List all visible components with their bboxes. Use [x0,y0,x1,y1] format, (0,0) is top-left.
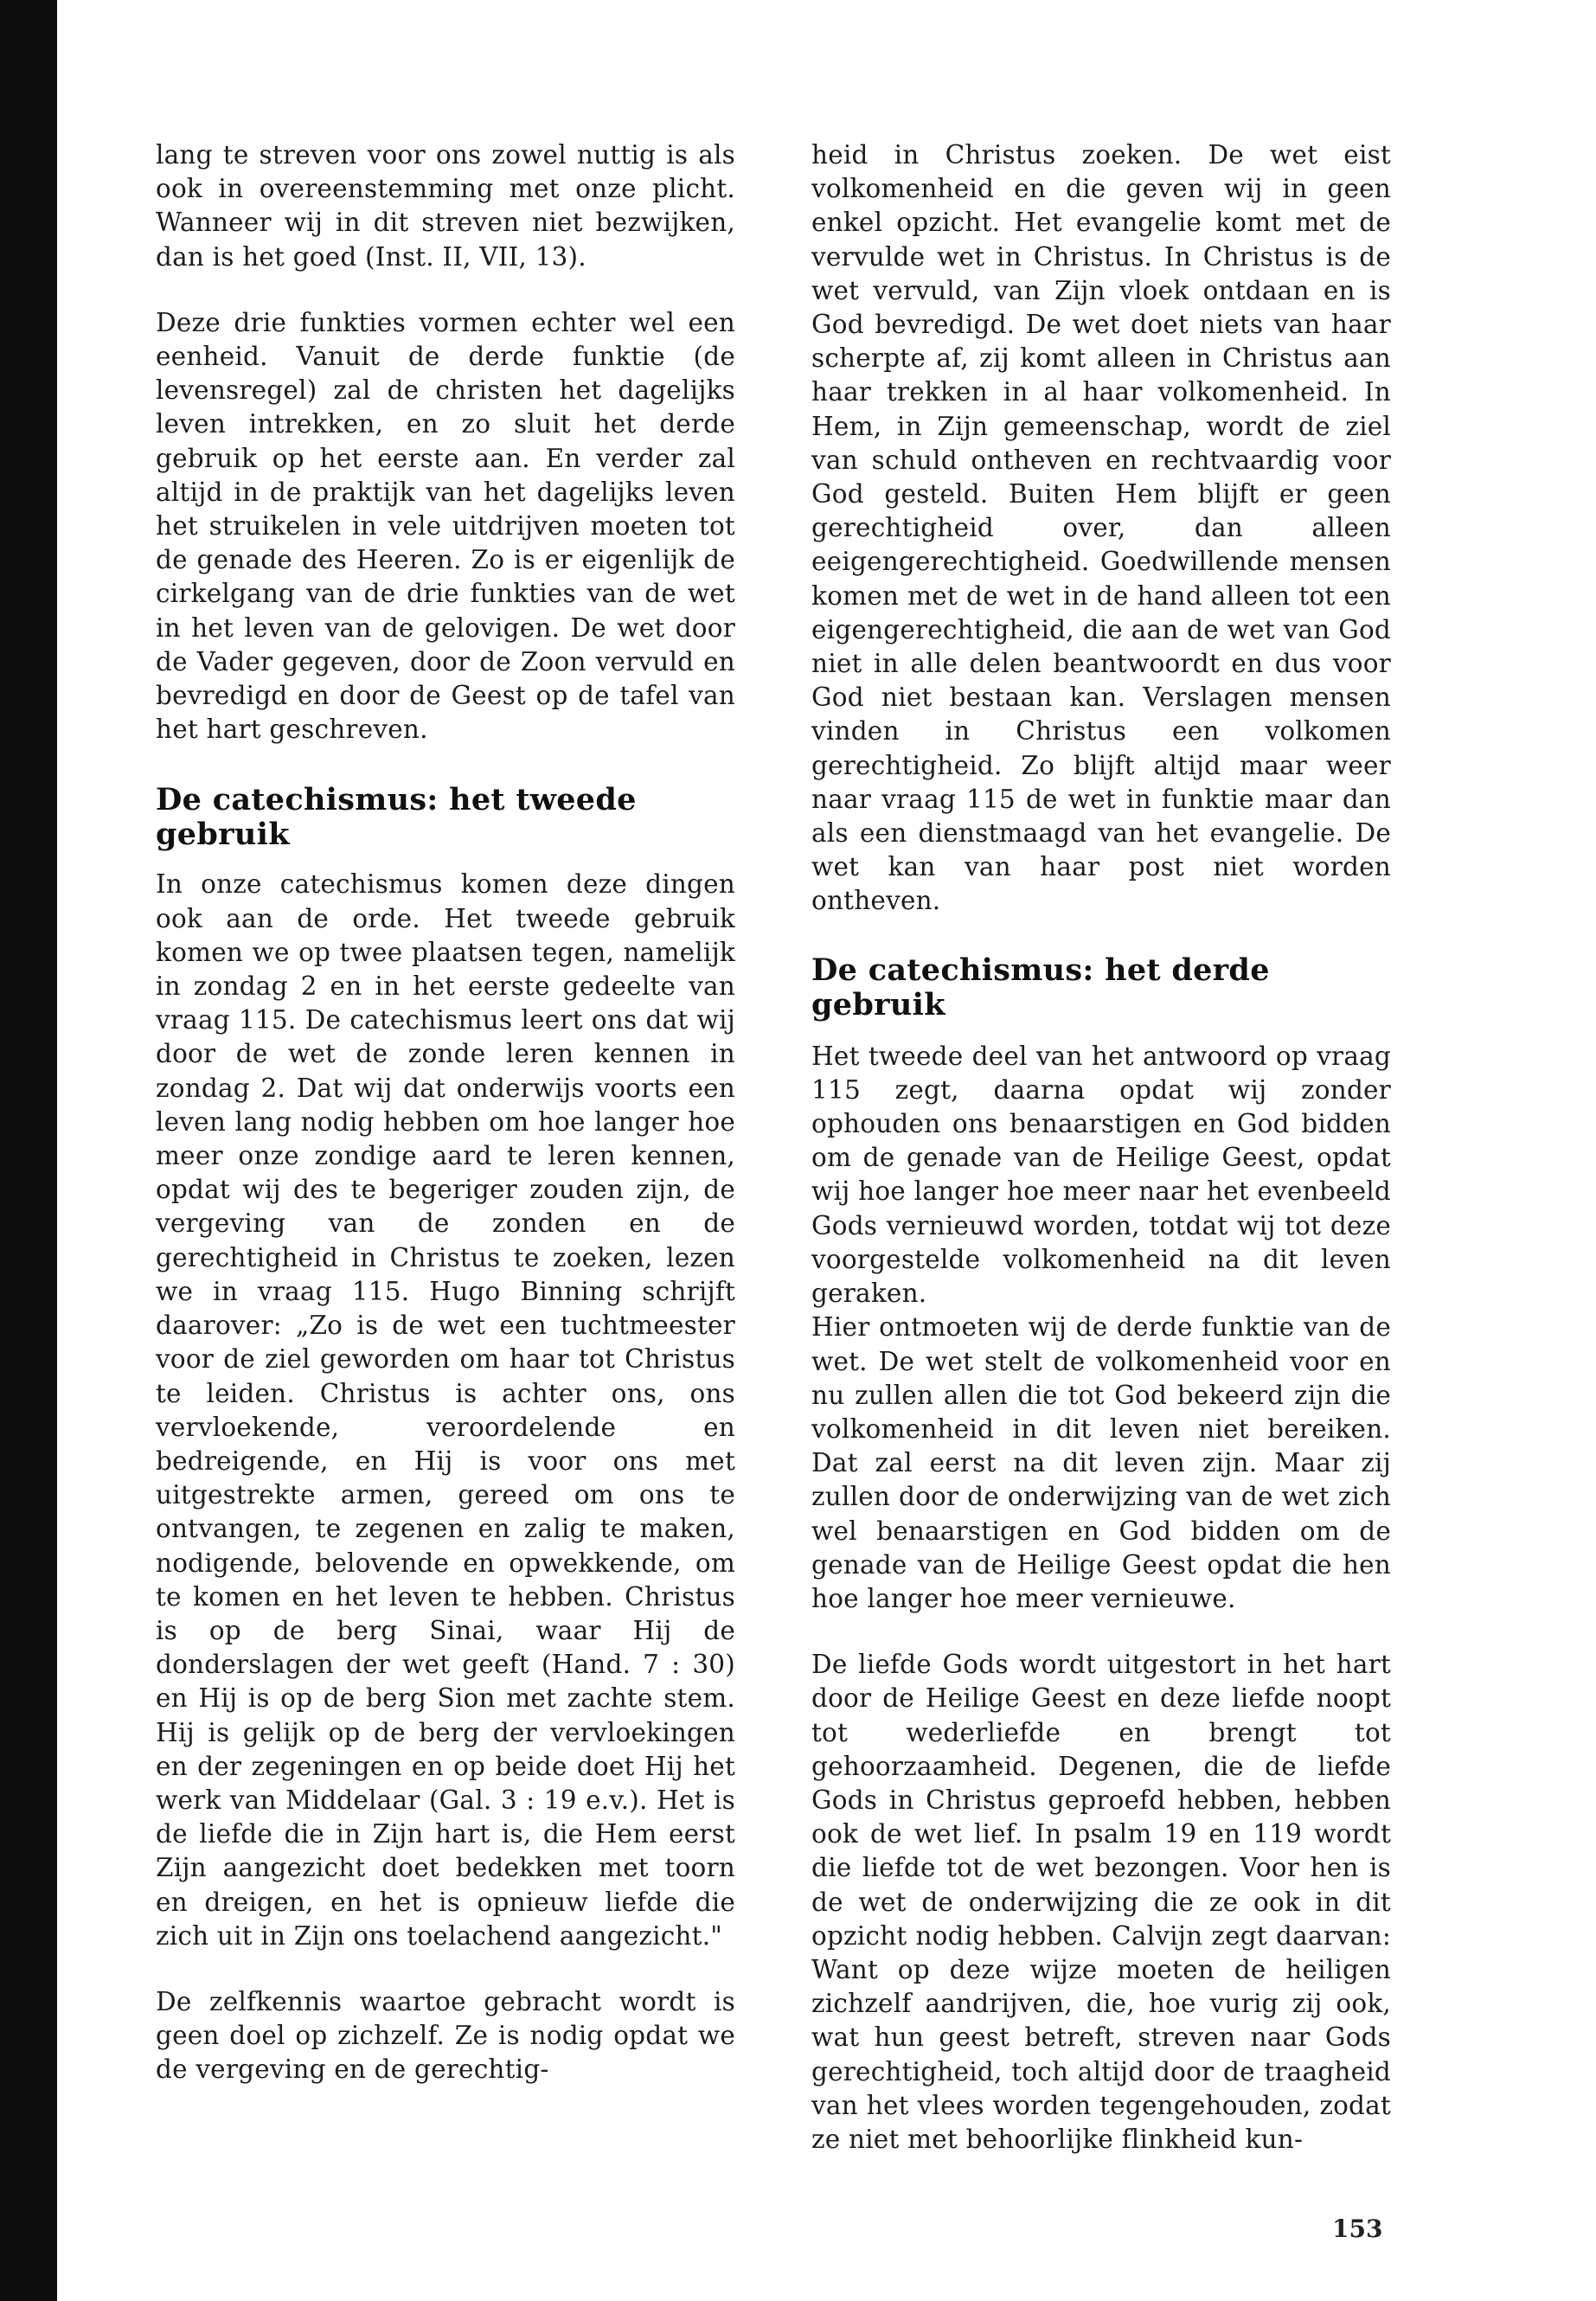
section-heading: De catechismus: het derde gebruik [811,952,1270,1022]
left-column [156,138,735,2087]
paragraph: heid in Christus zoeken. De wet eist volkomenheid en die geven wij in geen enkel opzicht. Het evangelie komt met de vervulde wet in Christus. In Christus is de wet vervuld, van Zijn vloek ontdaan en is God bevredigd. De wet doet niets van haar scherpte af, zij komt alleen in Christus aan haar trekken in al haar volkomenheid. In Hem, in Zijn gemeenschap, wordt de ziel van schuld ontheven en rechtvaardig voor God gesteld. Buiten Hem blijft er geen gerechtigheid over, dan alleen eeigengerechtigheid. Goedwillende mensen komen met de wet in de hand alleen tot een eigengerechtigheid, die aan de wet van God niet in alle delen beantwoordt en dus voor God niet bestaan kan. Verslagen mensen vinden in Christus een volkomen gerechtigheid. Zo blijft altijd maar weer naar vraag 115 de wet in funktie maar dan als een dienstmaagd van het evangelie. De wet kan van haar post niet worden ontheven. [811,140,1391,916]
page-number: 153 [1332,2214,1383,2243]
paragraph: lang te streven voor ons zowel nuttig is als ook in overeenstemming met onze plicht. Wanneer wij in dit streven niet bezwijken, dan is het goed (Inst. II, VII, 13). [156,140,735,272]
paragraph: Hier ontmoeten wij de derde funktie van de wet. De wet stelt de volkomenheid voor en nu zullen allen die tot God bekeerd zijn die volkomenheid in dit leven niet bereiken. Dat zal eerst na dit leven zijn. Maar zij zullen door de onderwijzing van de wet zich wel benaarstigen en God bidden om de genade van de Heilige Geest opdat die hen hoe langer hoe meer vernieuwe. [811,1312,1391,1613]
paragraph: Het tweede deel van het antwoord op vraag 115 zegt, daarna opdat wij zonder ophouden ons benaarstigen en God bidden om de genade van de Heilige Geest, opdat wij hoe langer hoe meer naar het evenbeeld Gods vernieuwd worden, totdat wij tot deze voorgestelde volkomenheid na dit leven geraken. [811,1041,1391,1309]
paragraph: In onze catechismus komen deze dingen ook aan de orde. Het tweede gebruik komen we op twee plaatsen tegen, namelijk in zondag 2 en in het eerste gedeelte van vraag 115. De catechismus leert ons dat wij door de wet de zonde leren kennen in zondag 2. Dat wij dat onderwijs voorts een leven lang nodig hebben om hoe langer hoe meer onze zondige aard te leren kennen, opdat wij des te begeriger zouden zijn, de vergeving van de zonden en de gerechtigheid in Christus te zoeken, lezen we in vraag 115. Hugo Binning schrijft daarover: „Zo is de wet een tuchtmeester voor de ziel geworden om haar tot Christus te leiden. Christus is achter ons, ons vervloekende, veroordelende en bedreigende, en Hij is voor ons met uitgestrekte armen, gereed om ons te ontvangen, te zegenen en zalig te maken, nodigende, belovende en opwekkende, om te komen en het leven te hebben. Christus is op de berg Sinai, waar Hij de donderslagen der wet geeft (Hand. 7 : 30) en Hij is op de berg Sion met zachte stem. Hij is gelijk op de berg der vervloekingen en der zegeningen en op beide doet Hij het werk van Middelaar (Gal. 3 : 19 e.v.). Het is de liefde die in Zijn hart is, die Hem eerst Zijn aangezicht doet bedekken met toorn en dreigen, en het is opnieuw liefde die zich uit in Zijn ons toelachend aangezicht." [156,869,735,1951]
book-spine-shadow [0,0,57,2301]
paragraph: Deze drie funkties vormen echter wel een eenheid. Vanuit de derde funktie (de levensregel) zal de christen het dagelijks leven intrekken, en zo sluit het derde gebruik op het eerste aan. En verder zal altijd in de praktijk van het dagelijks leven het struikelen in vele uitdrijven moeten tot de genade des Heeren. Zo is er eigenlijk de cirkelgang van de drie funkties van de wet in het leven van de gelovigen. De wet door de Vader gegeven, door de Zoon vervuld en bevredigd en door de Geest op de tafel van het hart geschreven. [156,307,735,745]
section-heading: De catechismus: het tweede gebruik [156,782,637,853]
paragraph: De liefde Gods wordt uitgestort in het hart door de Heilige Geest en deze liefde noopt tot wederliefde en brengt tot gehoorzaamheid. Degenen, die de liefde Gods in Christus geproefd hebben, hebben ook de wet lief. In psalm 19 en 119 wordt die liefde tot de wet bezongen. Voor hen is de wet de onderwijzing die ze ook in dit opzicht nodig hebben. Calvijn zegt daarvan: Want op deze wijze moeten de heiligen zichzelf aandrijven, die, hoe vurig zij ook, wat hun geest betreft, streven naar Gods gerechtigheid, toch altijd door de traagheid van het vlees worden tegengehouden, zodat ze niet met behoorlijke flinkheid kun- [811,1650,1391,2154]
right-column [811,138,1391,2157]
paragraph: De zelfkennis waartoe gebracht wordt is geen doel op zichzelf. Ze is nodig opdat we de vergeving en de gerechtig- [156,1986,735,2085]
